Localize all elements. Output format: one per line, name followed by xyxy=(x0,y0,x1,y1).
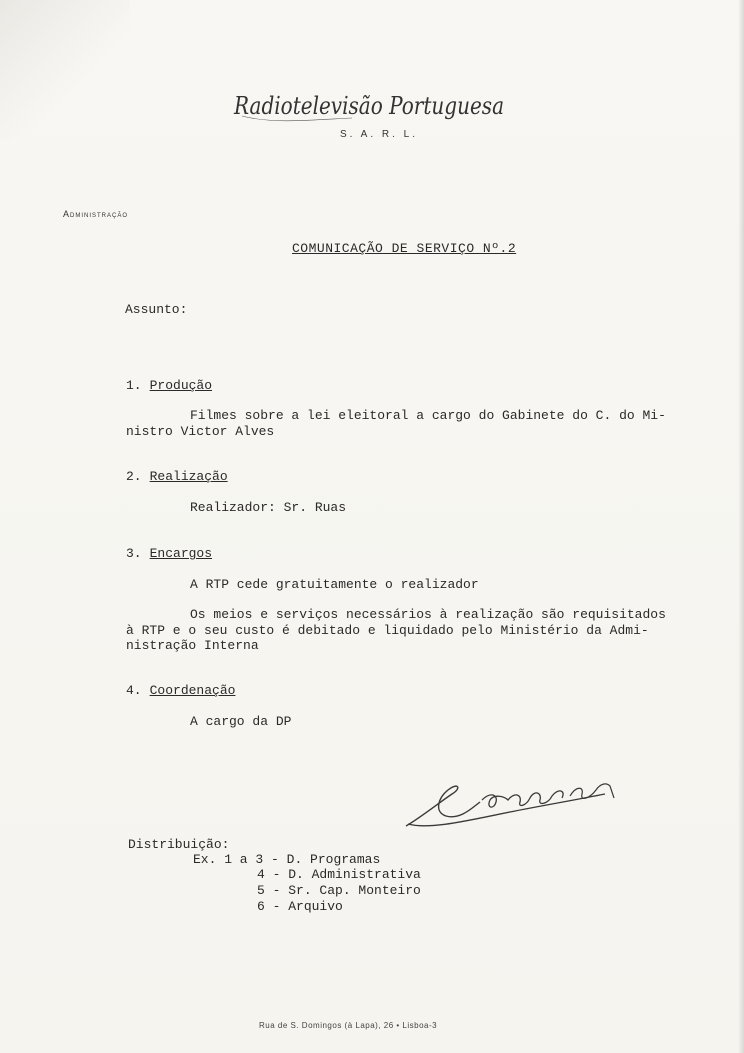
section-2-line-1: Realizador: Sr. Ruas xyxy=(190,500,347,515)
distribution-row: 6 - Arquivo xyxy=(257,899,343,914)
handwritten-signature xyxy=(400,772,630,834)
paper-fold-shadow xyxy=(0,0,130,140)
distribution-row: Ex. 1 a 3 - D. Programas xyxy=(193,852,381,867)
section-label: Produção xyxy=(149,378,213,393)
svg-text:Radiotelevisão Portuguesa: Radiotelevisão Portuguesa xyxy=(233,92,504,120)
distribution-recipient: D. Administrativa xyxy=(288,867,421,882)
company-suffix: S. A. R. L. xyxy=(340,129,419,140)
distribution-number: 3 xyxy=(255,852,264,867)
distribution-number: 6 xyxy=(257,899,265,914)
distribution-recipient: Sr. Cap. Monteiro xyxy=(288,883,421,898)
section-number: 2. xyxy=(126,469,142,484)
company-logo xyxy=(232,86,512,126)
section-label: Realização xyxy=(149,469,228,484)
distribution-recipient: Arquivo xyxy=(288,899,343,914)
paper-edge-shadow xyxy=(738,0,744,1053)
distribution-heading: Distribuição: xyxy=(128,837,230,852)
footer-address: Rua de S. Domingos (à Lapa), 26 • Lisboa-3 xyxy=(259,1021,438,1030)
subject-label: Assunto: xyxy=(125,302,188,317)
department-label: Administração xyxy=(63,209,129,219)
section-3-line-4: nistração Interna xyxy=(126,638,259,653)
section-3-line-1: A RTP cede gratuitamente o realizador xyxy=(190,577,479,592)
section-3-line-3: à RTP e o seu custo é debitado e liquidado pelo Ministério da Admi- xyxy=(126,623,649,638)
distribution-number: 5 xyxy=(257,883,265,898)
section-3-heading xyxy=(126,546,212,561)
distribution-recipient: D. Programas xyxy=(286,852,381,867)
section-number: 4. xyxy=(126,683,142,698)
section-label: Coordenação xyxy=(149,683,236,698)
section-1-line-1: Filmes sobre a lei eleitoral a cargo do Gabinete do C. do Mi- xyxy=(190,408,666,423)
distribution-row: 4 - D. Administrativa xyxy=(257,867,421,882)
section-number: 1. xyxy=(126,378,142,393)
distribution-number: 4 xyxy=(257,867,265,882)
section-4-line-1: A cargo da DP xyxy=(190,714,292,729)
document-title: COMUNICAÇÃO DE SERVIÇO Nº.2 xyxy=(292,241,517,256)
section-number: 3. xyxy=(126,546,142,561)
distribution-prefix: Ex. 1 a xyxy=(193,852,248,867)
section-label: Encargos xyxy=(149,546,213,561)
distribution-row: 5 - Sr. Cap. Monteiro xyxy=(257,883,421,898)
section-4-heading xyxy=(126,683,235,698)
section-1-line-2: nistro Victor Alves xyxy=(126,424,275,439)
section-2-heading xyxy=(126,469,228,484)
section-1-heading xyxy=(126,378,212,393)
section-3-line-2: Os meios e serviços necessários à realização são requisitados xyxy=(190,607,666,622)
